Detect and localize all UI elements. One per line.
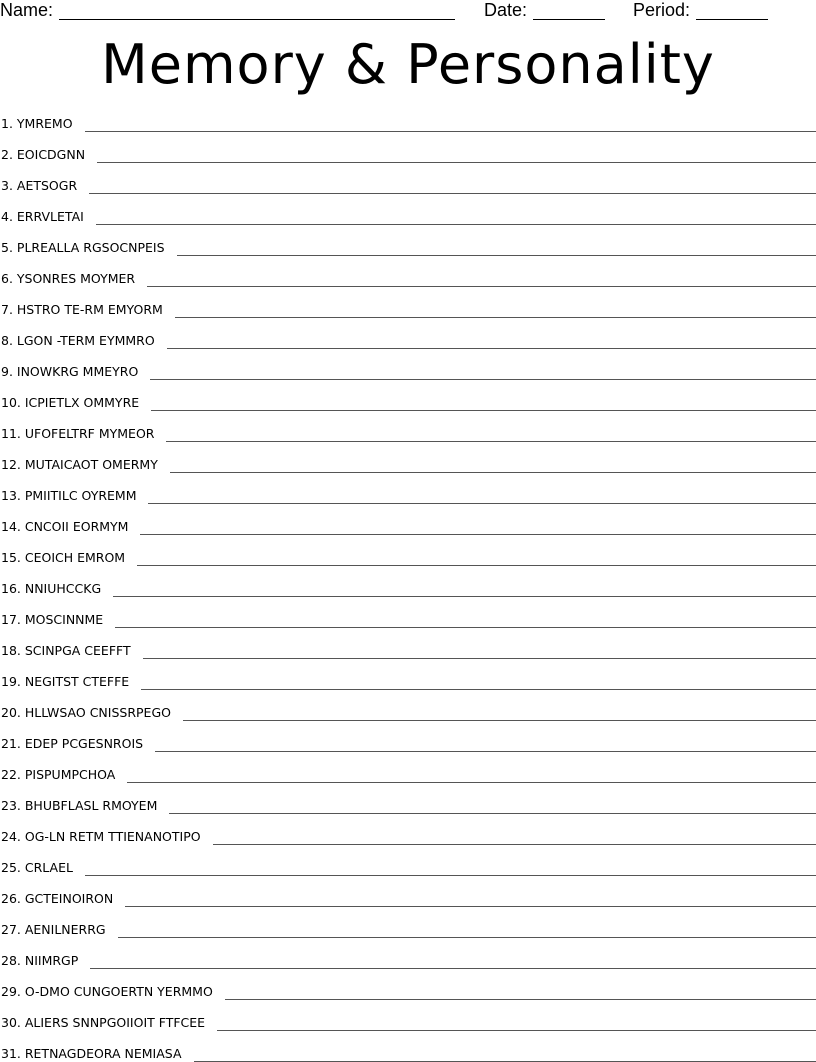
date-blank-line[interactable] (533, 3, 605, 20)
scramble-item-label: 27. AENILNERRG (0, 922, 106, 938)
scramble-item (0, 172, 816, 194)
scramble-item (0, 947, 816, 969)
scramble-item-label: 10. ICPIETLX OMMYRE (0, 395, 139, 411)
scramble-item-label: 13. PMIITILC OYREMM (0, 488, 136, 504)
scramble-item-label: 25. CRLAEL (0, 860, 73, 876)
scramble-item (0, 389, 816, 411)
scramble-item-label: 3. AETSOGR (0, 178, 77, 194)
scramble-item-label: 12. MUTAICAOT OMERMY (0, 457, 158, 473)
scramble-item-label: 19. NEGITST CTEFFE (0, 674, 129, 690)
scramble-item (0, 420, 816, 442)
answer-blank-line[interactable] (137, 553, 816, 566)
scramble-item-label: 7. HSTRO TE-RM EMYORM (0, 302, 163, 318)
scramble-item-label: 31. RETNAGDEORA NEMIASA (0, 1046, 182, 1062)
scramble-item-label: 5. PLREALLA RGSOCNPEIS (0, 240, 165, 256)
answer-blank-line[interactable] (170, 460, 816, 473)
answer-blank-line[interactable] (85, 119, 816, 132)
scramble-item (0, 327, 816, 349)
scramble-item (0, 358, 816, 380)
scramble-item-label: 20. HLLWSAO CNISSRPEGO (0, 705, 171, 721)
scramble-item (0, 699, 816, 721)
scramble-item-label: 6. YSONRES MOYMER (0, 271, 135, 287)
answer-blank-line[interactable] (143, 646, 816, 659)
scramble-item (0, 761, 816, 783)
worksheet-title: Memory & Personality (0, 30, 816, 100)
scramble-item (0, 668, 816, 690)
scramble-item-label: 22. PISPUMPCHOA (0, 767, 115, 783)
answer-blank-line[interactable] (155, 739, 816, 752)
scramble-item (0, 637, 816, 659)
scramble-item (0, 885, 816, 907)
answer-blank-line[interactable] (147, 274, 816, 287)
scramble-item (0, 296, 816, 318)
answer-blank-line[interactable] (96, 212, 816, 225)
name-field (0, 0, 455, 20)
scramble-item (0, 234, 816, 256)
scramble-item-label: 11. UFOFELTRF MYMEOR (0, 426, 154, 442)
scramble-item-label: 8. LGON -TERM EYMMRO (0, 333, 155, 349)
scramble-item (0, 265, 816, 287)
scramble-item (0, 141, 816, 163)
scramble-item (0, 978, 816, 1000)
scramble-item-label: 4. ERRVLETAI (0, 209, 84, 225)
answer-blank-line[interactable] (125, 894, 816, 907)
period-blank-line[interactable] (696, 3, 768, 20)
answer-blank-line[interactable] (140, 522, 816, 535)
scramble-item-label: 23. BHUBFLASL RMOYEM (0, 798, 157, 814)
answer-blank-line[interactable] (115, 615, 816, 628)
answer-blank-line[interactable] (166, 429, 816, 442)
answer-blank-line[interactable] (118, 925, 816, 938)
scramble-item-label: 2. EOICDGNN (0, 147, 85, 163)
scramble-item-label: 24. OG-LN RETM TTIENANOTIPO (0, 829, 201, 845)
scramble-item-label: 15. CEOICH EMROM (0, 550, 125, 566)
answer-blank-line[interactable] (148, 491, 816, 504)
period-field (633, 0, 768, 20)
scramble-item (0, 823, 816, 845)
answer-blank-line[interactable] (97, 150, 816, 163)
answer-blank-line[interactable] (217, 1018, 816, 1031)
scramble-item-label: 30. ALIERS SNNPGOIIOIT FTFCEE (0, 1015, 205, 1031)
scramble-item (0, 110, 816, 132)
answer-blank-line[interactable] (177, 243, 816, 256)
answer-blank-line[interactable] (169, 801, 816, 814)
answer-blank-line[interactable] (175, 305, 816, 318)
scramble-item-label: 17. MOSCINNME (0, 612, 103, 628)
date-field (484, 0, 605, 20)
period-label: Period: (633, 0, 690, 20)
answer-blank-line[interactable] (113, 584, 816, 597)
scramble-item (0, 792, 816, 814)
scramble-item (0, 1009, 816, 1031)
answer-blank-line[interactable] (127, 770, 816, 783)
scramble-item-label: 1. YMREMO (0, 116, 73, 132)
scramble-item-label: 21. EDEP PCGESNROIS (0, 736, 143, 752)
scramble-item-label: 16. NNIUHCCKG (0, 581, 101, 597)
answer-blank-line[interactable] (141, 677, 816, 690)
scramble-item (0, 606, 816, 628)
answer-blank-line[interactable] (151, 398, 816, 411)
scramble-item (0, 513, 816, 535)
scramble-item-label: 9. INOWKRG MMEYRO (0, 364, 138, 380)
worksheet-header (0, 0, 816, 24)
answer-blank-line[interactable] (90, 956, 816, 969)
name-label: Name: (0, 0, 53, 20)
answer-blank-line[interactable] (183, 708, 816, 721)
answer-blank-line[interactable] (167, 336, 816, 349)
answer-blank-line[interactable] (89, 181, 816, 194)
scramble-item (0, 575, 816, 597)
scramble-item-label: 29. O-DMO CUNGOERTN YERMMO (0, 984, 213, 1000)
scramble-item-label: 26. GCTEINOIRON (0, 891, 113, 907)
scramble-item (0, 451, 816, 473)
scramble-item-label: 28. NIIMRGP (0, 953, 78, 969)
answer-blank-line[interactable] (85, 863, 816, 876)
answer-blank-line[interactable] (213, 832, 816, 845)
answer-blank-line[interactable] (150, 367, 816, 380)
scramble-item (0, 544, 816, 566)
scramble-item (0, 916, 816, 938)
scramble-item (0, 730, 816, 752)
scramble-item-label: 18. SCINPGA CEEFFT (0, 643, 131, 659)
scramble-item (0, 1040, 816, 1062)
scramble-item (0, 854, 816, 876)
scramble-item (0, 482, 816, 504)
answer-blank-line[interactable] (225, 987, 816, 1000)
name-blank-line[interactable] (59, 3, 455, 20)
scramble-item-label: 14. CNCOII EORMYM (0, 519, 128, 535)
date-label: Date: (484, 0, 527, 20)
scramble-item (0, 203, 816, 225)
